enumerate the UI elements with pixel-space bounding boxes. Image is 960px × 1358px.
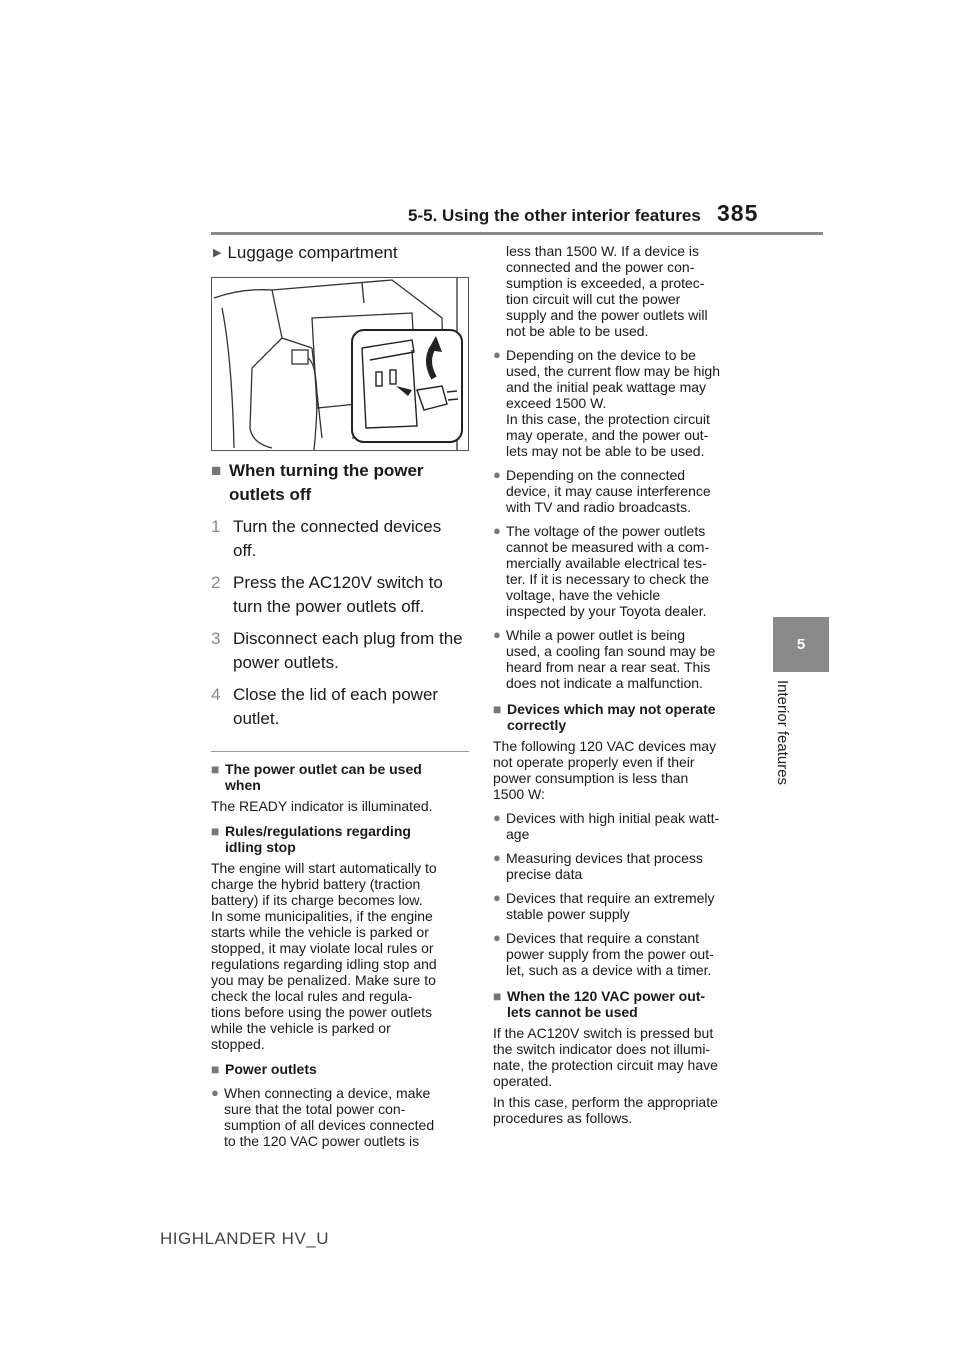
square-bullet-icon: ■	[211, 761, 220, 777]
circle-bullet-icon: ●	[493, 810, 501, 825]
location-heading: ▶ Luggage compartment	[213, 243, 398, 262]
list-item: ● Measuring devices that process precise data	[493, 850, 703, 882]
step-item: 3 Disconnect each plug from the power outlets.	[211, 629, 463, 672]
turning-off-heading: ■ When turning the power outlets off	[211, 459, 469, 507]
note-heading: ■ Devices which may not operate correctly	[493, 701, 716, 733]
note-heading: ■ Rules/regulations regarding idling stop	[211, 823, 411, 855]
luggage-outlet-icon	[212, 278, 468, 450]
step-item: 4 Close the lid of each power outlet.	[211, 685, 439, 728]
circle-bullet-icon: ●	[493, 930, 501, 945]
list-item: ● Devices that require a constant power supply from the power out- let, such as a device with a timer.	[493, 930, 714, 978]
page-number: 385	[717, 200, 759, 226]
list-item: ● Devices with high initial peak watt- age	[493, 810, 720, 842]
header-divider	[211, 232, 823, 235]
list-item: ● The voltage of the power outlets cannot be measured with a com- mercially available electrical tes- ter. If it is necessary to check the voltage, have the vehicle inspected by your Toyota dealer.	[493, 523, 710, 619]
step-item: 1 Turn the connected devices off.	[211, 517, 442, 560]
square-bullet-icon: ■	[211, 1061, 220, 1077]
right-column	[493, 243, 758, 1126]
chapter-label: Interior features	[774, 680, 791, 786]
note-body: The following 120 VAC devices may not operate properly even if their power consumption is less than 1500 W:	[493, 738, 717, 802]
list-item: ● Depending on the device to be used, the current flow may be high and the initial peak wattage may exceed 1500 W. In this case, the protection circuit may operate, and the power out- lets may not be able to be used.	[493, 347, 721, 459]
list-item: ● Depending on the connected device, it may cause interference with TV and radio broadcasts.	[493, 467, 711, 515]
square-bullet-icon: ■	[211, 823, 220, 839]
section-title: 5-5. Using the other interior features	[408, 206, 701, 225]
square-bullet-icon: ■	[493, 701, 502, 717]
list-item: ● Devices that require an extremely stable power supply	[493, 890, 715, 922]
model-footer: HIGHLANDER HV_U	[160, 1229, 330, 1248]
circle-bullet-icon: ●	[493, 627, 501, 642]
circle-bullet-icon: ●	[493, 850, 501, 865]
continued-text: less than 1500 W. If a device is connected and the power con- sumption is exceeded, a protec- tion circuit will cut the power supply and the power outlets will not be able to be used.	[506, 243, 708, 339]
circle-bullet-icon: ●	[493, 523, 501, 538]
chapter-tab: 5	[773, 617, 829, 672]
list-item: ● While a power outlet is being used, a cooling fan sound may be heard from near a rear seat. This does not indicate a malfunction.	[493, 627, 716, 691]
power-outlet-illustration	[211, 277, 469, 451]
triangle-icon: ▶	[213, 247, 222, 259]
step-item: 2 Press the AC120V switch to turn the power outlets off.	[211, 573, 443, 616]
square-bullet-icon: ■	[211, 461, 222, 480]
note-body: The READY indicator is illuminated.	[211, 798, 433, 814]
left-column	[211, 243, 469, 1149]
note-heading: ■ The power outlet can be used when	[211, 761, 422, 793]
square-bullet-icon: ■	[493, 988, 502, 1004]
circle-bullet-icon: ●	[211, 1085, 219, 1100]
circle-bullet-icon: ●	[493, 347, 501, 362]
section-divider	[211, 751, 469, 752]
list-item: ● When connecting a device, make sure that the total power con- sumption of all devices connected to the 120 VAC power outlets is	[211, 1085, 435, 1149]
note-heading: ■ Power outlets	[211, 1061, 317, 1077]
circle-bullet-icon: ●	[493, 890, 501, 905]
note-body: In this case, perform the appropriate procedures as follows.	[493, 1094, 718, 1126]
circle-bullet-icon: ●	[493, 467, 501, 482]
note-body: If the AC120V switch is pressed but the switch indicator does not illumi- nate, the protection circuit may have operated.	[493, 1025, 718, 1089]
note-heading: ■ When the 120 VAC power out- lets cannot be used	[493, 988, 706, 1020]
note-body: The engine will start automatically to charge the hybrid battery (traction battery) if its charge becomes low. In some municipalities, if the engine starts while the vehicle is parked or stopped, it may violate local rules or regulations regarding idling stop and you may be penalized. Make sure to check the local rules and regula- tions before using the power outlets while the vehicle is parked or stopped.	[211, 860, 437, 1052]
